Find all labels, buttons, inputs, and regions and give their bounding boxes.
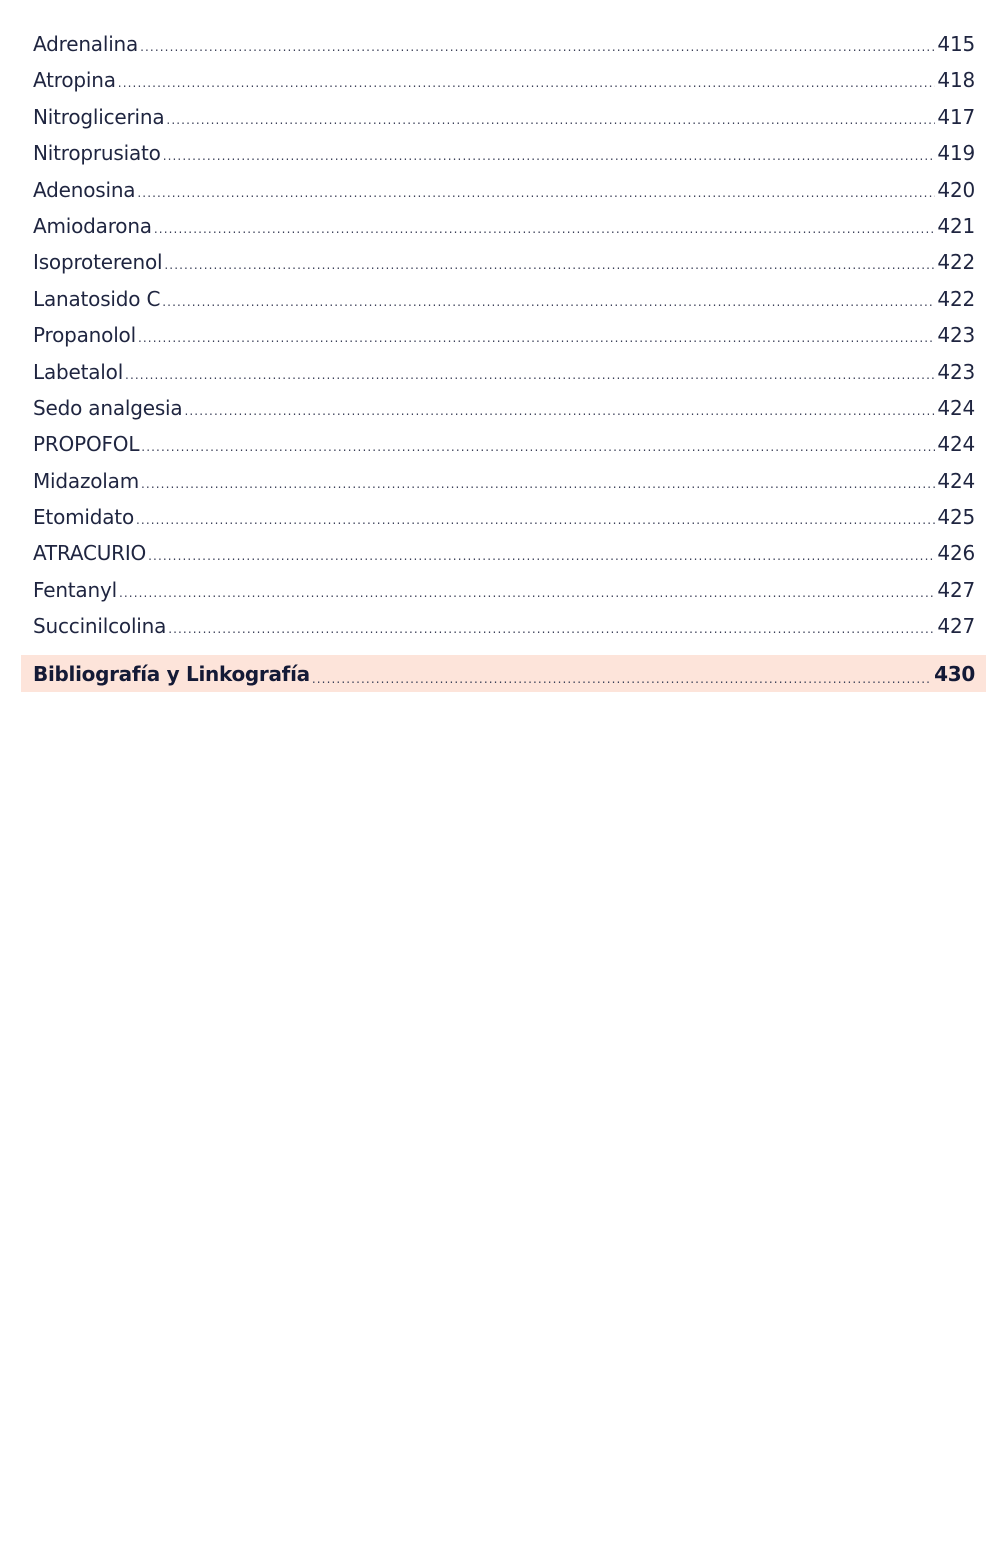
toc-entry-page: 425 (937, 505, 975, 530)
toc-entry-sedo-analgesia[interactable] (0, 390, 1007, 426)
toc-entry-labetalol[interactable] (0, 354, 1007, 390)
dot-leader (164, 247, 935, 283)
toc-section-title: Bibliografía y Linkografía (33, 661, 310, 686)
toc-entry-title: Propanolol (33, 323, 136, 348)
toc-entry-page: 419 (937, 141, 975, 166)
toc-entry-title: Nitroprusiato (33, 141, 161, 166)
toc-entry-title: Amiodarona (33, 213, 152, 238)
dot-leader (140, 29, 935, 65)
toc-entry-etomidato[interactable] (0, 499, 1007, 535)
toc-entry-title: PROPOFOL (33, 432, 140, 457)
toc-entry-nitroprusiato[interactable] (0, 135, 1007, 171)
dot-leader (163, 138, 936, 174)
toc-entry-title: Fentanyl (33, 577, 117, 602)
toc-entry-isoproterenol[interactable] (0, 244, 1007, 280)
toc-entry-title: ATRACURIO (33, 541, 147, 566)
dot-leader (136, 502, 935, 538)
dot-leader (141, 466, 935, 502)
toc-section-bibliografia[interactable] (21, 655, 986, 692)
toc-entry-page: 423 (937, 359, 975, 384)
toc-entry-title: Adrenalina (33, 32, 139, 56)
toc-entry-page: 415 (937, 32, 975, 56)
toc-entry-atropina[interactable] (0, 62, 1007, 98)
toc-entry-page: 420 (937, 177, 975, 202)
toc-entry-propofol[interactable] (0, 426, 1007, 462)
dot-leader (138, 320, 935, 356)
toc-entry-page: 421 (937, 213, 975, 238)
table-of-contents (0, 26, 1007, 645)
toc-entry-nitroglicerina[interactable] (0, 99, 1007, 135)
toc-entry-title: Nitroglicerina (33, 104, 165, 129)
dot-leader (137, 175, 935, 211)
toc-entry-page: 424 (937, 395, 975, 420)
toc-entry-title: Isoproterenol (33, 250, 163, 275)
dot-leader (166, 102, 935, 138)
toc-entry-title: Midazolam (33, 468, 139, 493)
toc-entry-page: 418 (937, 68, 975, 93)
toc-entry-title: Labetalol (33, 359, 124, 384)
toc-entry-lanatosido-c[interactable] (0, 281, 1007, 317)
toc-entry-page: 422 (937, 286, 975, 311)
toc-entry-page: 424 (937, 468, 975, 493)
dot-leader (125, 357, 935, 393)
toc-entry-title: Sedo analgesia (33, 395, 183, 420)
toc-entry-midazolam[interactable] (0, 463, 1007, 499)
dot-leader (184, 393, 935, 429)
toc-entry-adrenalina[interactable] (0, 26, 1007, 62)
toc-section-page: 430 (934, 661, 975, 686)
toc-entry-page: 426 (937, 541, 975, 566)
toc-entry-title: Etomidato (33, 505, 134, 530)
dot-leader (168, 611, 935, 647)
toc-entry-title: Adenosina (33, 177, 136, 202)
toc-entry-fentanyl[interactable] (0, 572, 1007, 608)
toc-entry-amiodarona[interactable] (0, 208, 1007, 244)
dot-leader (118, 65, 936, 101)
dot-leader (154, 211, 936, 247)
dot-leader (312, 666, 932, 692)
toc-entry-page: 417 (937, 104, 975, 129)
toc-entry-title: Lanatosido C (33, 286, 161, 311)
dot-leader (148, 538, 935, 574)
toc-entry-atracurio[interactable] (0, 535, 1007, 571)
toc-entry-page: 424 (937, 432, 975, 457)
toc-entry-page: 423 (937, 323, 975, 348)
dot-leader (141, 429, 935, 465)
toc-entry-adenosina[interactable] (0, 172, 1007, 208)
toc-entry-propanolol[interactable] (0, 317, 1007, 353)
dot-leader (119, 575, 935, 611)
toc-entry-page: 427 (937, 614, 975, 639)
toc-entry-title: Succinilcolina (33, 614, 167, 639)
toc-entry-succinilcolina[interactable] (0, 608, 1007, 644)
toc-entry-page: 422 (937, 250, 975, 275)
toc-entry-title: Atropina (33, 68, 116, 93)
toc-entry-page: 427 (937, 577, 975, 602)
dot-leader (162, 284, 935, 320)
